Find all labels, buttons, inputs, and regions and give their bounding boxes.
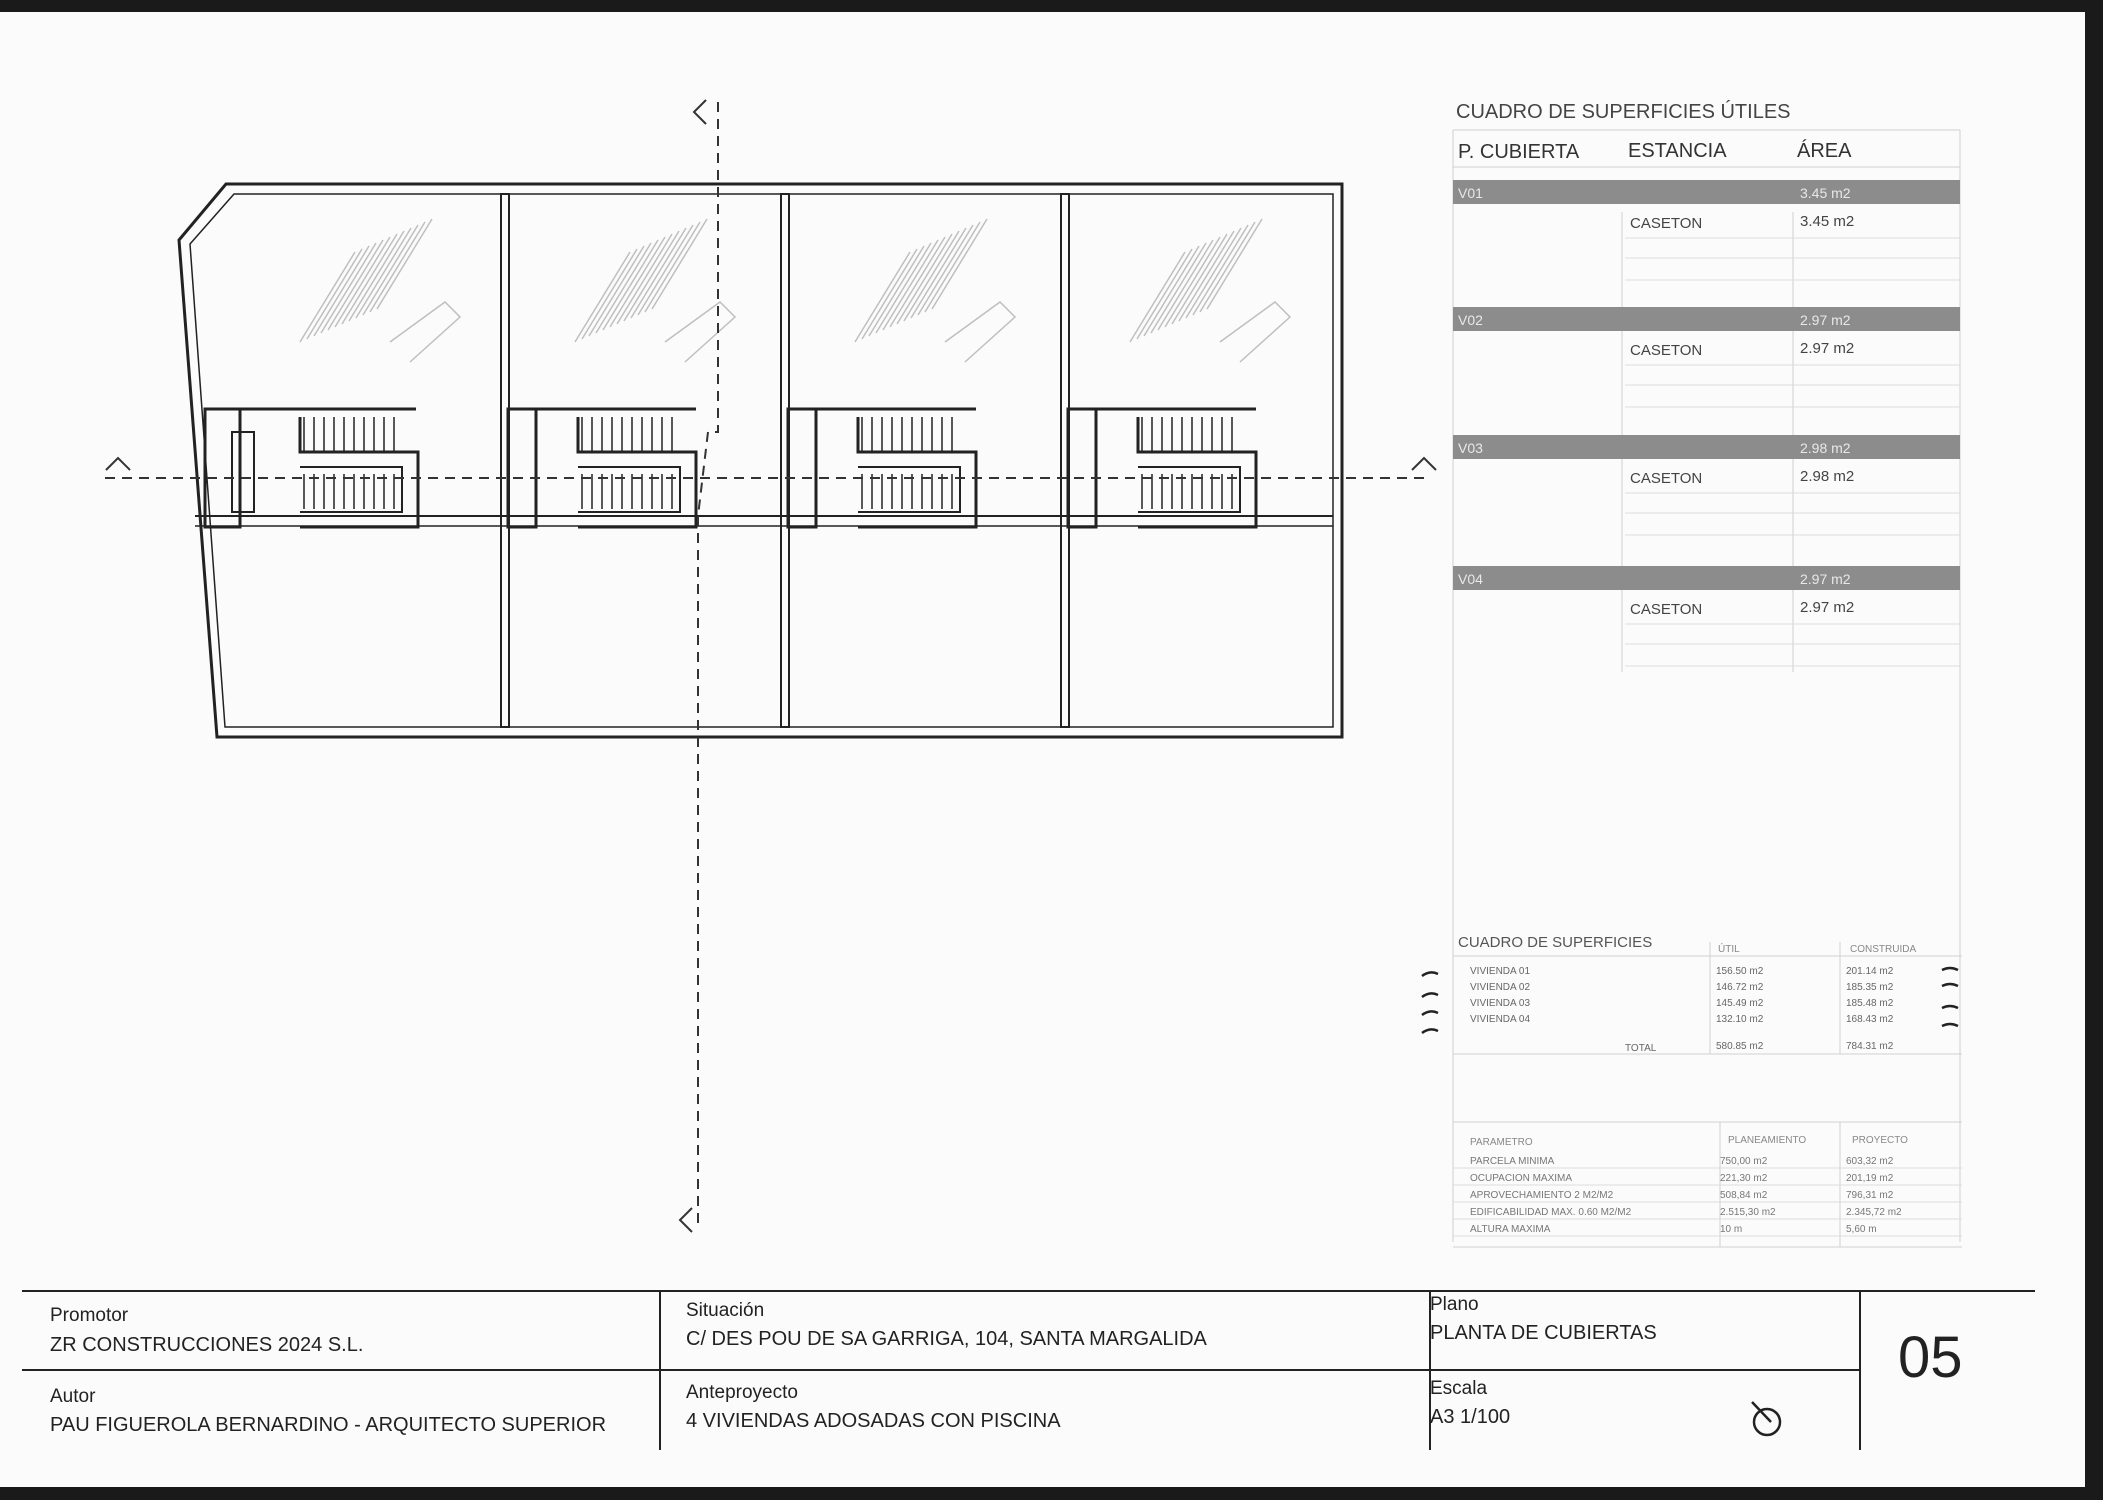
building-outline: [179, 184, 1342, 737]
promotor-value: ZR CONSTRUCCIONES 2024 S.L.: [50, 1334, 364, 1356]
params-cell: 221,30 m2: [1720, 1173, 1768, 1184]
situacion-label: Situación: [686, 1300, 765, 1321]
area-room-name: CASETON: [1630, 215, 1703, 232]
area-group-label: V03: [1458, 440, 1483, 456]
params-cell: 201,19 m2: [1846, 1173, 1894, 1184]
section-arrow-icon: [106, 100, 1436, 1232]
hatch-mark: [1200, 222, 1255, 312]
hatch-mark: [314, 246, 369, 336]
hatch-mark: [1144, 246, 1199, 336]
params-cell: EDIFICABILIDAD MAX. 0.60 M2/M2: [1470, 1207, 1632, 1218]
params-cell: 2.345,72 m2: [1846, 1207, 1902, 1218]
area-group-band: [1453, 307, 1960, 331]
params-cell: 603,32 m2: [1846, 1156, 1894, 1167]
hatch-mark: [631, 228, 686, 318]
anteproyecto-label: Anteproyecto: [686, 1382, 798, 1403]
params-cell: 508,84 m2: [1720, 1190, 1768, 1201]
surfaces-row-util: 145.49 m2: [1716, 998, 1764, 1009]
roof-plan: [179, 184, 1342, 737]
hatch-mark: [300, 252, 355, 342]
area-room-value: 2.97 m2: [1800, 340, 1855, 357]
area-room-name: CASETON: [1630, 601, 1703, 618]
surfaces-row-construida: 185.48 m2: [1846, 998, 1894, 1009]
params-row: [1453, 1207, 1962, 1219]
area-group-label: V02: [1458, 312, 1483, 328]
autor-label: Autor: [50, 1386, 96, 1407]
area-group-band: [1453, 180, 1960, 204]
surfaces-row-name: VIVIENDA 03: [1470, 998, 1531, 1009]
escala-value: A3 1/100: [1430, 1406, 1511, 1428]
area-room-value: 2.98 m2: [1800, 468, 1855, 485]
hatch-mark: [638, 225, 693, 315]
caseton-1: [205, 409, 418, 527]
hatch-mark: [918, 225, 973, 315]
hatch-mark: [377, 219, 432, 309]
hatch-mark: [876, 243, 931, 333]
hatch-mark: [1193, 225, 1248, 315]
hatch-mark: [575, 252, 630, 342]
stair-outline: [1138, 417, 1256, 527]
roof-hatching: [300, 219, 1290, 362]
params-cell: 2.515,30 m2: [1720, 1207, 1776, 1218]
params-cell: 796,31 m2: [1846, 1190, 1894, 1201]
areas-table-grid: [1453, 130, 1960, 1242]
hatch-mark: [1179, 231, 1234, 321]
areas-table-header-area: ÁREA: [1797, 140, 1852, 162]
surfaces-row-construida: 168.43 m2: [1846, 1014, 1894, 1025]
stair-inner: [1138, 467, 1240, 512]
autor-value: PAU FIGUEROLA BERNARDINO - ARQUITECTO SUPERIOR: [50, 1414, 607, 1436]
hatch-mark: [390, 302, 460, 362]
section-line-vertical-top: [698, 102, 718, 516]
hatch-mark: [610, 237, 665, 327]
surfaces-row-construida: 201.14 m2: [1846, 966, 1894, 977]
params-cell: PARCELA MINIMA: [1470, 1156, 1555, 1167]
hatch-mark: [328, 240, 383, 330]
stair-steps: [304, 417, 1232, 509]
surfaces-total-util: 580.85 m2: [1716, 1041, 1764, 1052]
hatch-mark: [617, 234, 672, 324]
params-header-proyecto: PROYECTO: [1852, 1135, 1908, 1146]
caseton-wall: [205, 409, 240, 527]
surfaces-table-header-util: ÚTIL: [1718, 944, 1740, 955]
hatch-mark: [652, 219, 707, 309]
anteproyecto-value: 4 VIVIENDAS ADOSADAS CON PISCINA: [686, 1410, 1061, 1432]
area-room-value: 2.97 m2: [1800, 599, 1855, 616]
params-row: [1453, 1156, 1962, 1168]
escala-label: Escala: [1430, 1378, 1488, 1399]
area-group-band: [1453, 566, 1960, 590]
areas-table-header-cubierta: P. CUBIERTA: [1458, 141, 1580, 163]
hatch-mark: [645, 222, 700, 312]
surfaces-row: [1470, 1014, 1894, 1025]
hatch-mark: [665, 302, 735, 362]
section-arrow-bottom-icon: [680, 1208, 692, 1232]
area-group-band: [1453, 435, 1960, 459]
params-header-planeamiento: PLANEAMIENTO: [1728, 1135, 1807, 1146]
surfaces-row-construida: 185.35 m2: [1846, 982, 1894, 993]
hatch-mark: [869, 246, 924, 336]
area-group-v01: [1453, 180, 1960, 280]
areas-table-groups: [1453, 180, 1960, 666]
plano-label-text: Plano: [1430, 1294, 1479, 1315]
surfaces-total-label: TOTAL: [1625, 1043, 1657, 1054]
section-arrow-right-icon: [1412, 458, 1436, 470]
params-row: [1453, 1224, 1962, 1236]
areas-table-header-estancia: ESTANCIA: [1628, 140, 1727, 162]
params-cell: APROVECHAMIENTO 2 M2/M2: [1470, 1190, 1614, 1201]
params-cell: 10 m: [1720, 1224, 1743, 1235]
params-row: [1453, 1190, 1962, 1202]
hatch-mark: [624, 231, 679, 321]
hatch-mark: [596, 243, 651, 333]
hatch-mark: [890, 237, 945, 327]
hatch-mark: [1186, 228, 1241, 318]
hatch-mark: [925, 222, 980, 312]
party-walls: [501, 194, 1069, 727]
hatch-mark: [342, 234, 397, 324]
hatch-mark: [1130, 252, 1185, 342]
surfaces-table-title: CUADRO DE SUPERFICIES: [1458, 934, 1653, 951]
hatch-mark: [911, 228, 966, 318]
plano-label: [1430, 1294, 1479, 1316]
hatch-mark: [862, 249, 917, 339]
hatch-mark: [932, 219, 987, 309]
area-group-total: 2.97 m2: [1800, 571, 1851, 587]
surfaces-row-util: 146.72 m2: [1716, 982, 1764, 993]
params-row: [1453, 1173, 1962, 1185]
plan-sheet: [0, 12, 2085, 1487]
plano-value: PLANTA DE CUBIERTAS: [1430, 1322, 1657, 1344]
caseton-wall: [1068, 409, 1096, 527]
params-cell: 750,00 m2: [1720, 1156, 1768, 1167]
north-arrow-icon: [1752, 1402, 1780, 1435]
params-table-rows: [1453, 1156, 1962, 1236]
hatch-mark: [307, 249, 362, 339]
caseton-door: [232, 432, 254, 512]
stair-inner: [300, 467, 402, 512]
area-room-value: 3.45 m2: [1800, 213, 1855, 230]
stair-outline: [300, 417, 418, 527]
hatch-mark: [855, 252, 910, 342]
hatch-mark: [1172, 234, 1227, 324]
surfaces-table-header-construida: CONSTRUIDA: [1850, 944, 1917, 955]
hatch-mark: [582, 249, 637, 339]
surfaces-row: [1470, 966, 1894, 977]
surfaces-total-construida: 784.31 m2: [1846, 1041, 1894, 1052]
area-group-total: 2.97 m2: [1800, 312, 1851, 328]
caseton-wall: [788, 409, 816, 527]
situacion-value: C/ DES POU DE SA GARRIGA, 104, SANTA MARGALIDA: [686, 1328, 1207, 1350]
surfaces-row: [1470, 998, 1894, 1009]
surfaces-row-util: 156.50 m2: [1716, 966, 1764, 977]
hatch-mark: [603, 240, 658, 330]
drawing-canvas: [0, 12, 2085, 1487]
hatch-mark: [1151, 243, 1206, 333]
area-group-label: V01: [1458, 185, 1483, 201]
area-group-total: 2.98 m2: [1800, 440, 1851, 456]
stair-inner: [578, 467, 680, 512]
stair-outline: [858, 417, 976, 527]
area-group-total: 3.45 m2: [1800, 185, 1851, 201]
section-arrow-left-icon: [106, 458, 130, 470]
hatch-mark: [370, 222, 425, 312]
hatch-mark: [1158, 240, 1213, 330]
sheet-number: 05: [1898, 1325, 1963, 1390]
area-group-v03: [1453, 435, 1960, 535]
surfaces-table-rows: [1470, 966, 1894, 1025]
params-cell: ALTURA MAXIMA: [1470, 1224, 1551, 1235]
hatch-mark: [589, 246, 644, 336]
surfaces-row: [1470, 982, 1894, 993]
params-header-parametro: PARAMETRO: [1470, 1137, 1533, 1148]
area-group-v02: [1453, 307, 1960, 407]
areas-table-title: CUADRO DE SUPERFICIES ÚTILES: [1456, 101, 1791, 123]
hatch-mark: [1220, 302, 1290, 362]
promotor-label: Promotor: [50, 1305, 129, 1326]
area-room-name: CASETON: [1630, 470, 1703, 487]
params-cell: 5,60 m: [1846, 1224, 1877, 1235]
stair-inner: [858, 467, 960, 512]
caseton-wall: [508, 409, 536, 527]
hatch-mark: [1165, 237, 1220, 327]
params-cell: OCUPACION MAXIMA: [1470, 1173, 1573, 1184]
stair-outline: [578, 417, 696, 527]
hatch-mark: [945, 302, 1015, 362]
hatch-mark: [321, 243, 376, 333]
section-arrow-top-icon: [694, 100, 706, 124]
hatch-mark: [904, 231, 959, 321]
hatch-mark: [1207, 219, 1262, 309]
surfaces-row-name: VIVIENDA 04: [1470, 1014, 1531, 1025]
surfaces-row-name: VIVIENDA 01: [1470, 966, 1531, 977]
hatch-mark: [349, 231, 404, 321]
hatch-mark: [363, 225, 418, 315]
surfaces-row-util: 132.10 m2: [1716, 1014, 1764, 1025]
hatch-mark: [356, 228, 411, 318]
section-lines: [105, 102, 1425, 1230]
hatch-mark: [1137, 249, 1192, 339]
area-room-name: CASETON: [1630, 342, 1703, 359]
area-group-v04: [1453, 566, 1960, 666]
hatch-mark: [883, 240, 938, 330]
surfaces-row-name: VIVIENDA 02: [1470, 982, 1531, 993]
hatch-mark: [335, 237, 390, 327]
hatch-mark: [897, 234, 952, 324]
area-group-label: V04: [1458, 571, 1483, 587]
